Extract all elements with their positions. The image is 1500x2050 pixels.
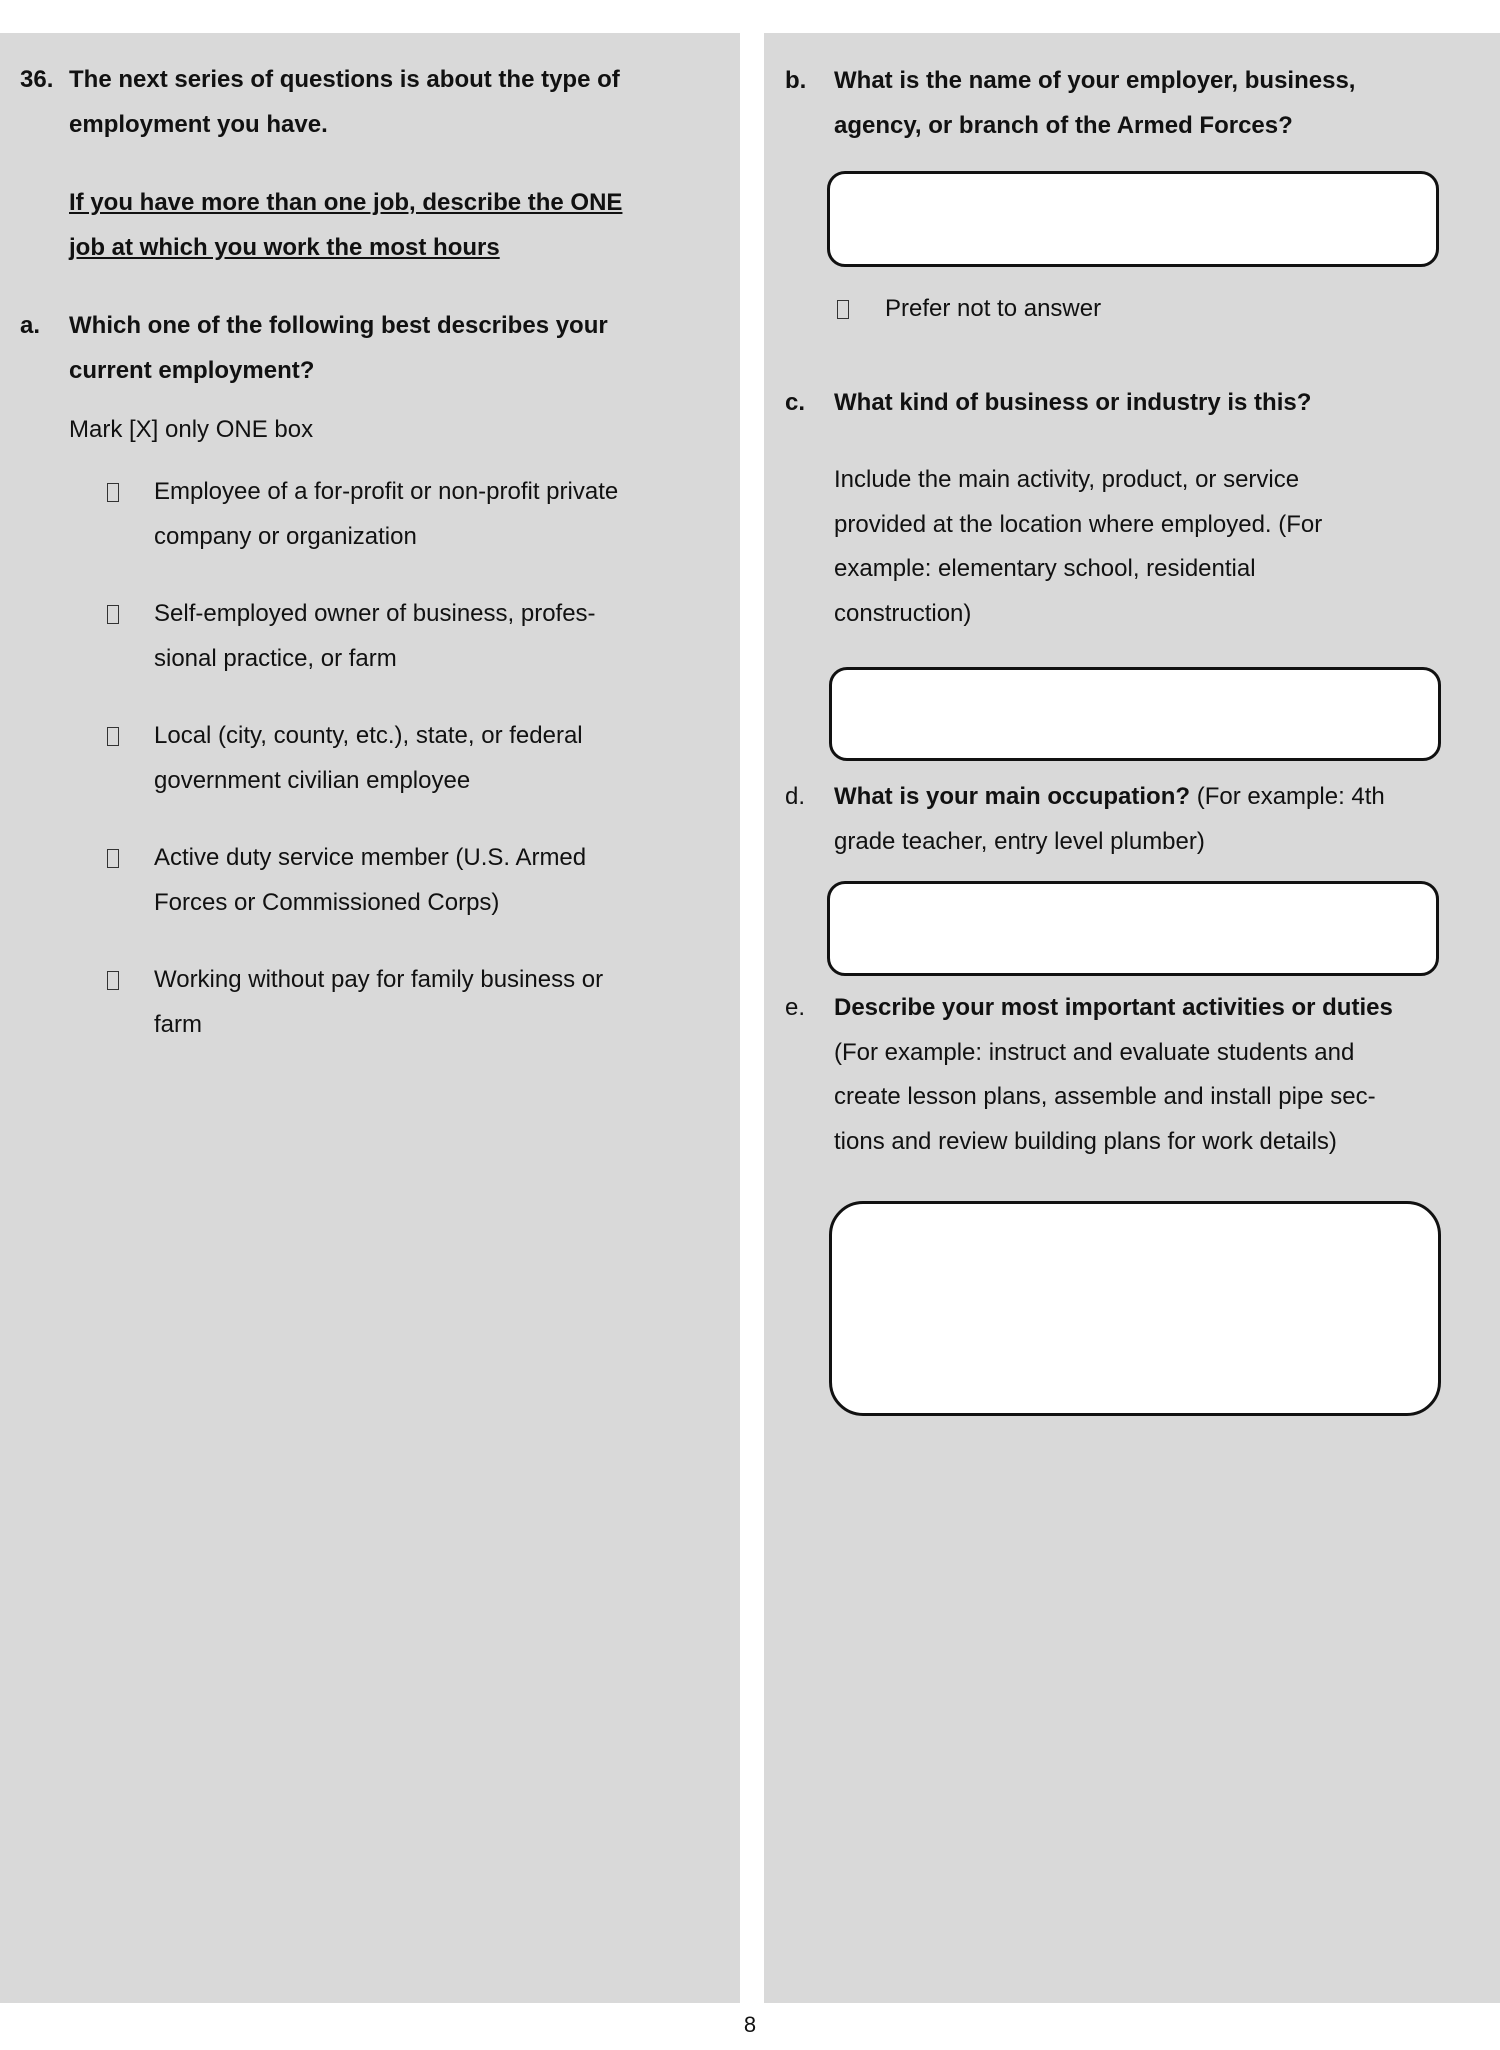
text-line: The next series of questions is about the type of <box>69 66 620 93</box>
text-line: job at which you work the most hours <box>69 233 500 261</box>
text-line: example: elementary school, residential <box>834 555 1256 582</box>
text-line: If you have more than one job, describe the ONE <box>69 189 623 216</box>
prefer-not-to-answer-checkbox[interactable] <box>837 300 849 319</box>
text-line: create lesson plans, assemble and install pipe sec- <box>834 1083 1376 1110</box>
question-letter: e. <box>785 994 806 1021</box>
text-line: What kind of business or industry is this? <box>834 389 1312 416</box>
text-line: Include the main activity, product, or service <box>834 466 1300 493</box>
text-line: construction) <box>834 599 972 627</box>
text-line: employment you have. <box>69 110 328 138</box>
text-line: farm <box>154 1010 202 1038</box>
text-line: Which one of the following best describes your <box>69 312 608 339</box>
text-line <box>834 775 1385 820</box>
question-b-text <box>834 59 1355 148</box>
question-number: 36. <box>20 66 54 93</box>
employer-name-input[interactable] <box>827 171 1439 267</box>
question-letter: a. <box>20 312 41 339</box>
text-line: (For example: instruct and evaluate students and <box>834 1038 1355 1066</box>
occupation-input[interactable] <box>827 881 1439 976</box>
question-c-text <box>834 381 1311 426</box>
text-line: Forces or Commissioned Corps) <box>154 888 500 916</box>
text-line: Active duty service member (U.S. Armed <box>154 844 587 871</box>
question-d-text <box>834 775 1385 864</box>
question-letter: b. <box>785 67 807 94</box>
page-number: 8 <box>743 2012 757 2037</box>
question-a-text <box>69 304 608 393</box>
text-line: agency, or branch of the Armed Forces? <box>834 111 1293 139</box>
option-label <box>154 714 583 803</box>
question-d-example: (For example: 4th <box>1190 783 1385 810</box>
text-line: What is the name of your employer, business, <box>834 67 1356 94</box>
text-line: government civilian employee <box>154 766 471 794</box>
question-d-bold: What is your main occupation? <box>834 783 1191 810</box>
question-letter: d. <box>785 783 806 810</box>
text-line: current employment? <box>69 356 315 384</box>
text-line: Describe your most important activities or duties <box>834 994 1393 1021</box>
option-checkbox-without-pay[interactable] <box>107 971 119 990</box>
question-letter: c. <box>785 389 806 416</box>
text-line: sional practice, or farm <box>154 644 397 672</box>
option-checkbox-government[interactable] <box>107 727 119 746</box>
text-line: Self-employed owner of business, profes- <box>154 600 596 627</box>
option-checkbox-private-employee[interactable] <box>107 483 119 502</box>
prefer-not-to-answer-label: Prefer not to answer <box>885 295 1102 322</box>
text-line: grade teacher, entry level plumber) <box>834 827 1205 855</box>
question-36-intro <box>69 58 620 147</box>
mark-instruction: Mark [X] only ONE box <box>69 416 314 443</box>
text-line: provided at the location where employed. (For <box>834 510 1323 538</box>
text-line: Working without pay for family business or <box>154 966 604 993</box>
industry-input[interactable] <box>829 667 1441 761</box>
question-36-instruction <box>69 181 622 270</box>
question-e-text <box>834 986 1393 1164</box>
option-label <box>154 958 603 1047</box>
text-line: tions and review building plans for work details) <box>834 1127 1337 1155</box>
question-c-help <box>834 458 1322 636</box>
option-label <box>154 592 596 681</box>
text-line: Employee of a for-profit or non-profit private <box>154 478 619 505</box>
duties-textarea[interactable] <box>829 1201 1441 1416</box>
option-label <box>154 836 586 925</box>
option-label <box>154 470 618 559</box>
option-checkbox-active-duty[interactable] <box>107 849 119 868</box>
text-line: Local (city, county, etc.), state, or federal <box>154 722 583 749</box>
text-line: company or organization <box>154 522 417 550</box>
option-checkbox-self-employed[interactable] <box>107 605 119 624</box>
